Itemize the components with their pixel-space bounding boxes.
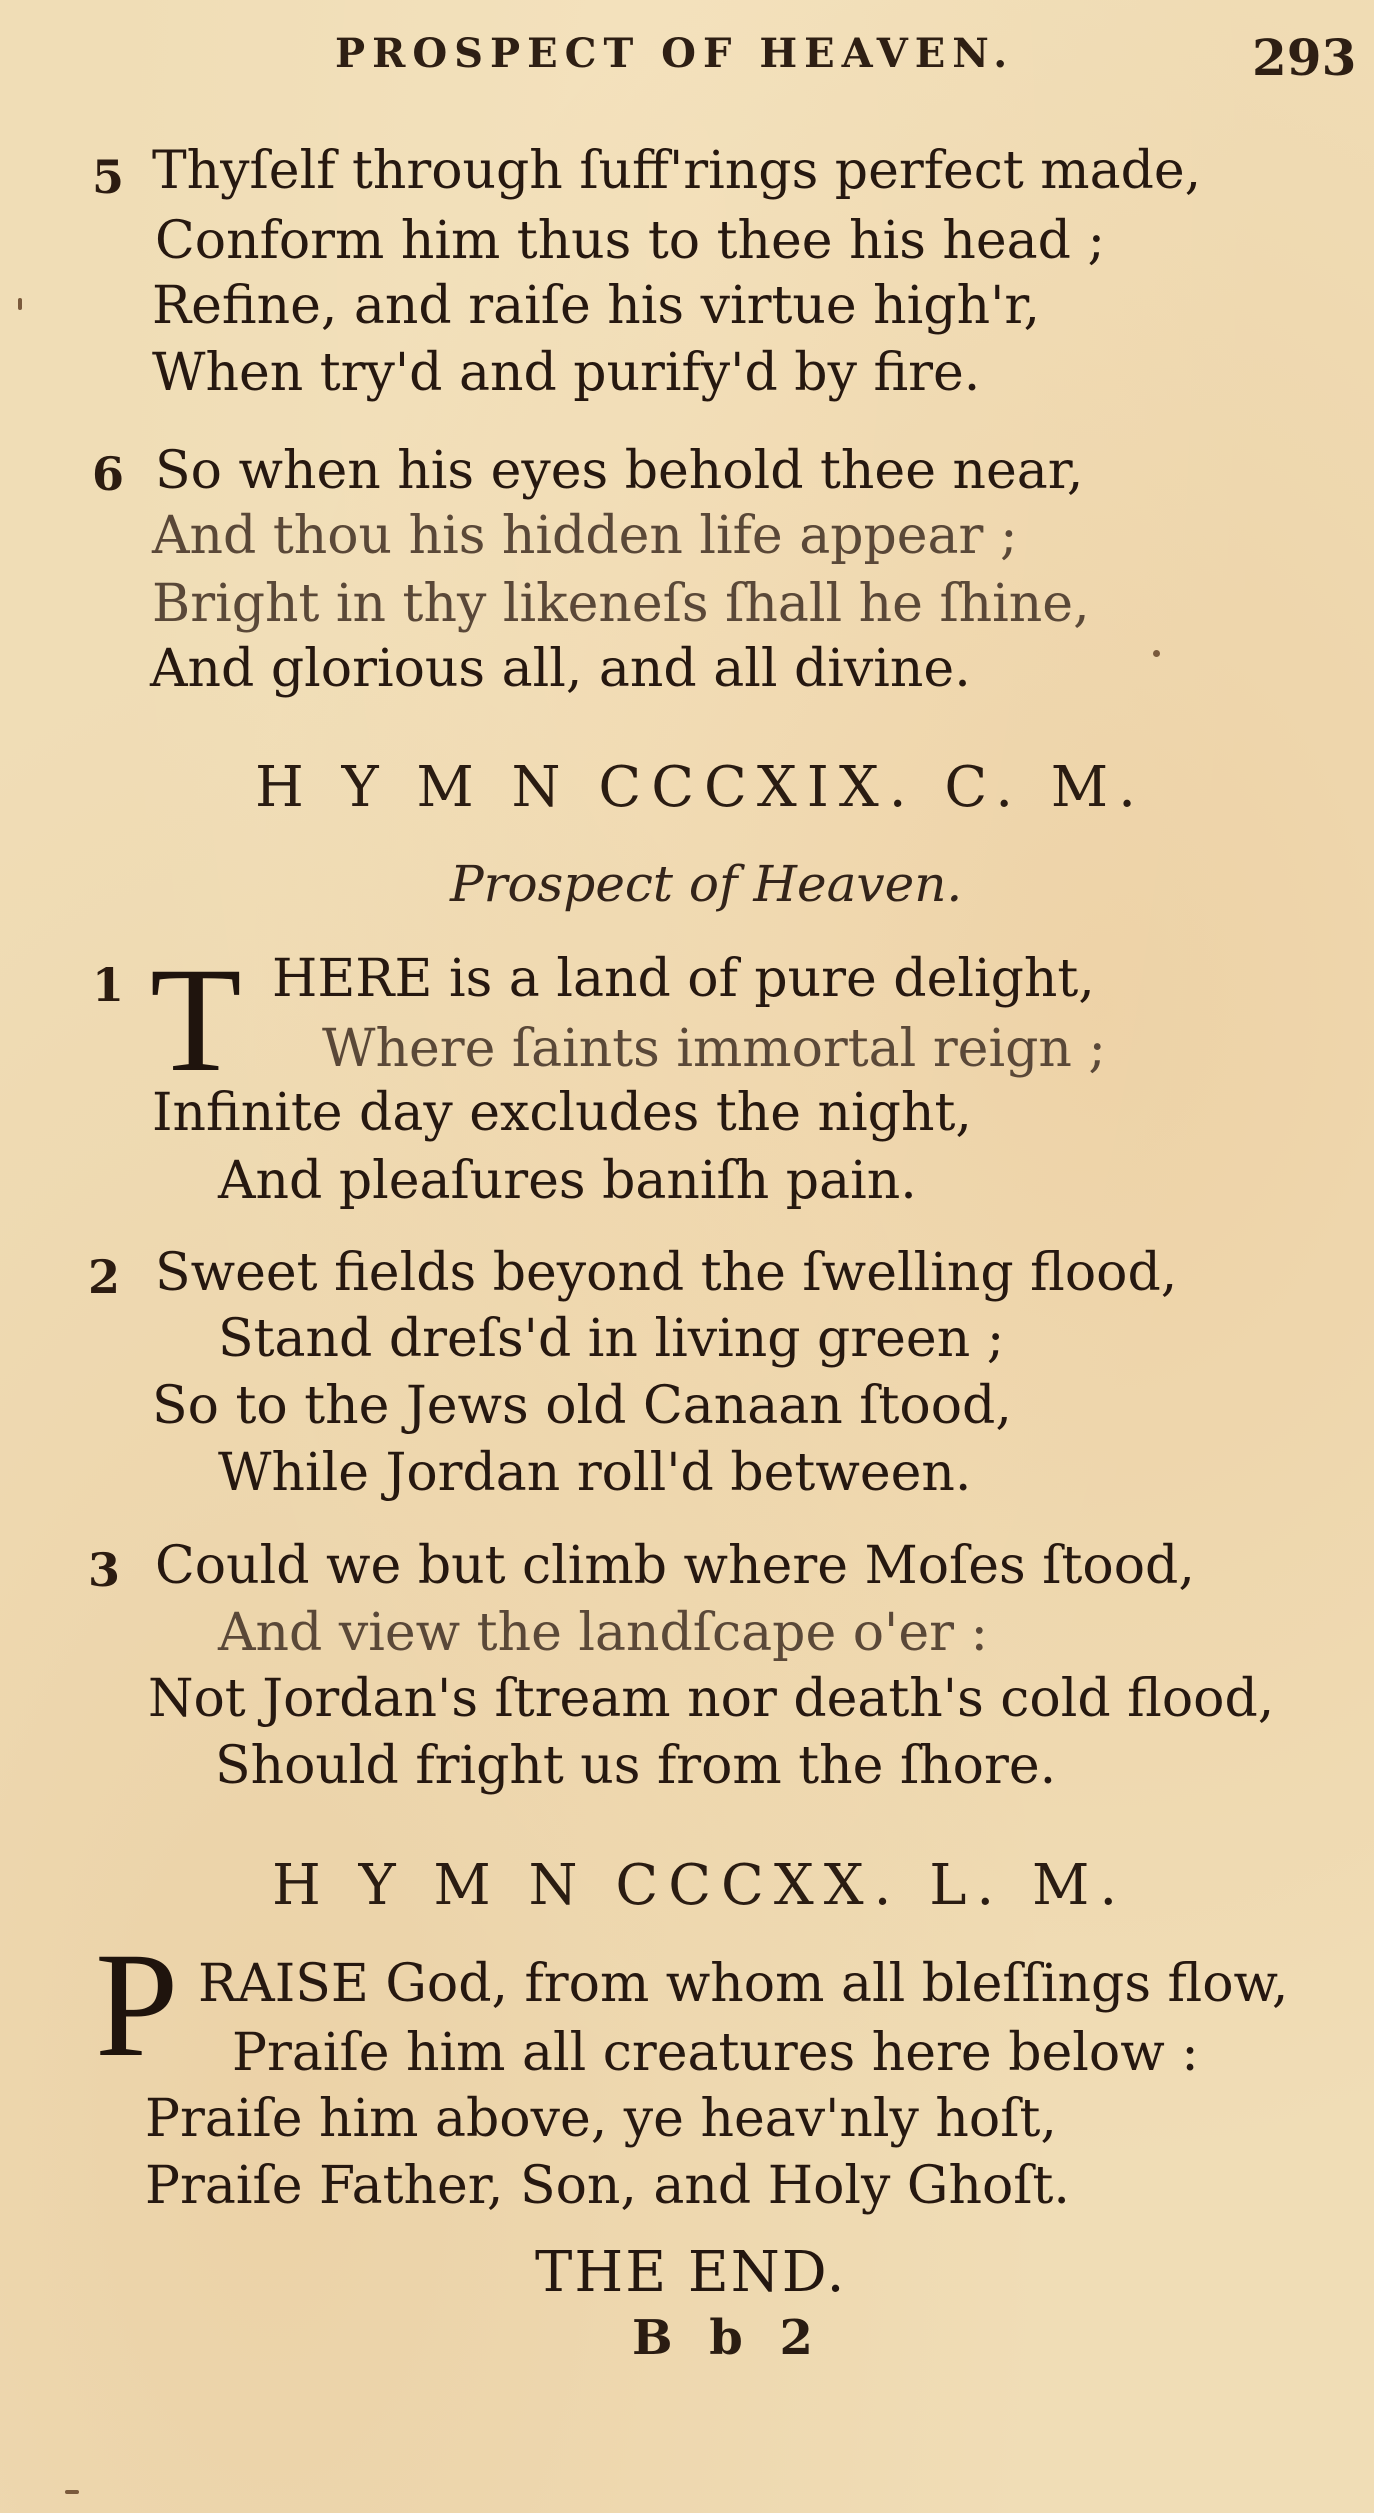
- hymn-title: H Y M N CCCXIX. C. M.: [255, 755, 1146, 820]
- verse-line: And pleaſures baniſh pain.: [218, 1151, 917, 1211]
- running-title: PROSPECT OF HEAVEN.: [335, 30, 1015, 77]
- verse-line: Should fright us from the ſhore.: [215, 1736, 1057, 1796]
- verse-line: Praiſe him above, ye heav'nly hoſt,: [145, 2089, 1057, 2149]
- verse-number: 6: [92, 447, 125, 501]
- signature-mark: B b 2: [632, 2310, 823, 2366]
- verse-line: Sweet fields beyond the ſwelling flood,: [155, 1243, 1178, 1303]
- verse-line: So when his eyes behold thee near,: [155, 441, 1084, 501]
- verse-line: Infinite day excludes the night,: [152, 1083, 972, 1143]
- verse-line: Bright in thy likeneſs ſhall he ſhine,: [152, 574, 1090, 634]
- drop-cap: T: [150, 937, 242, 1103]
- verse-line: HERE is a land of pure delight,: [272, 949, 1095, 1009]
- drop-cap: P: [95, 1922, 179, 2088]
- verse-line: Refine, and raiſe his virtue high'r,: [152, 276, 1041, 336]
- verse-line: And thou his hidden life appear ;: [152, 506, 1018, 566]
- verse-line: RAISE God, from whom all bleſſings flow,: [198, 1954, 1289, 2014]
- verse-line: While Jordan roll'd between.: [218, 1443, 972, 1503]
- verse-line: So to the Jews old Canaan ſtood,: [152, 1376, 1012, 1436]
- verse-line: Where ſaints immortal reign ;: [322, 1019, 1106, 1079]
- verse-line: Could we but climb where Moſes ſtood,: [155, 1536, 1195, 1596]
- verse-line: And glorious all, and all divine.: [150, 639, 971, 699]
- verse-line: Not Jordan's ſtream nor death's cold flood,: [148, 1669, 1275, 1729]
- verse-number: 2: [88, 1250, 121, 1304]
- verse-line: When try'd and purify'd by fire.: [152, 343, 981, 403]
- paper-speck: [65, 2490, 79, 2494]
- paper-speck: [18, 298, 22, 310]
- verse-line: Praiſe him all creatures here below :: [232, 2023, 1199, 2083]
- verse-number: 5: [92, 150, 125, 204]
- hymn-subtitle: Prospect of Heaven.: [450, 855, 963, 913]
- verse-number: 3: [88, 1543, 121, 1597]
- end-text: THE END.: [535, 2240, 847, 2305]
- verse-line: Conform him thus to thee his head ;: [155, 211, 1106, 271]
- verse-number: 1: [92, 958, 125, 1012]
- verse-line: Praiſe Father, Son, and Holy Ghoſt.: [145, 2156, 1070, 2216]
- paper-speck: [1153, 650, 1160, 657]
- verse-line: And view the landſcape o'er :: [218, 1603, 989, 1663]
- hymn-title: H Y M N CCCXX. L. M.: [272, 1853, 1128, 1918]
- verse-line: Stand dreſs'd in living green ;: [218, 1309, 1005, 1369]
- page-number: 293: [1252, 28, 1357, 87]
- verse-line: Thyſelf through ſuff'rings perfect made,: [152, 141, 1202, 201]
